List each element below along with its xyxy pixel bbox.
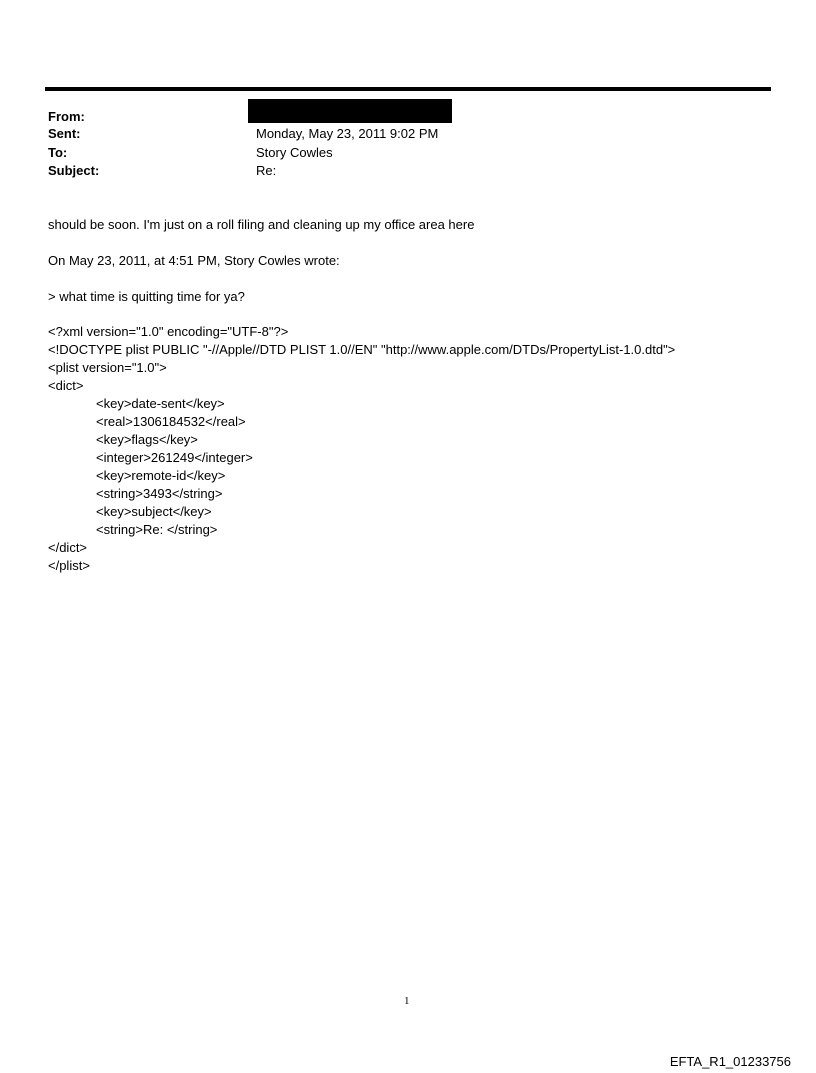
dict-open-tag: <dict> [48, 378, 84, 393]
from-label: From: [48, 109, 85, 124]
sent-label: Sent: [48, 126, 81, 141]
plist-entry: <string>Re: </string> [96, 522, 218, 537]
reply-text: should be soon. I'm just on a roll filing and cleaning up my office area here [48, 217, 475, 232]
quoted-text: > what time is quitting time for ya? [48, 289, 245, 304]
plist-open-tag: <plist version="1.0"> [48, 360, 167, 375]
plist-close-tag: </plist> [48, 558, 90, 573]
plist-doctype: <!DOCTYPE plist PUBLIC "-//Apple//DTD PLIST 1.0//EN" "http://www.apple.com/DTDs/PropertyList-1.0.dtd"> [48, 342, 676, 357]
plist-entry: <key>flags</key> [96, 432, 198, 447]
plist-entry: <key>subject</key> [96, 504, 212, 519]
redacted-sender-block [248, 99, 452, 123]
to-value: Story Cowles [256, 145, 333, 160]
page-number: 1 [404, 995, 410, 1007]
quote-intro: On May 23, 2011, at 4:51 PM, Story Cowles wrote: [48, 253, 340, 268]
plist-entry: <integer>261249</integer> [96, 450, 253, 465]
to-label: To: [48, 145, 68, 160]
subject-label: Subject: [48, 163, 100, 178]
plist-entry: <real>1306184532</real> [96, 414, 246, 429]
plist-entry: <key>date-sent</key> [96, 396, 225, 411]
dict-close-tag: </dict> [48, 540, 88, 555]
bates-number: EFTA_R1_01233756 [669, 1054, 791, 1069]
plist-xml-declaration: <?xml version="1.0" encoding="UTF-8"?> [48, 324, 289, 339]
plist-entry: <string>3493</string> [96, 486, 223, 501]
subject-value: Re: [256, 163, 277, 178]
header-rule [45, 87, 771, 91]
sent-value: Monday, May 23, 2011 9:02 PM [256, 126, 439, 141]
plist-entry: <key>remote-id</key> [96, 468, 226, 483]
